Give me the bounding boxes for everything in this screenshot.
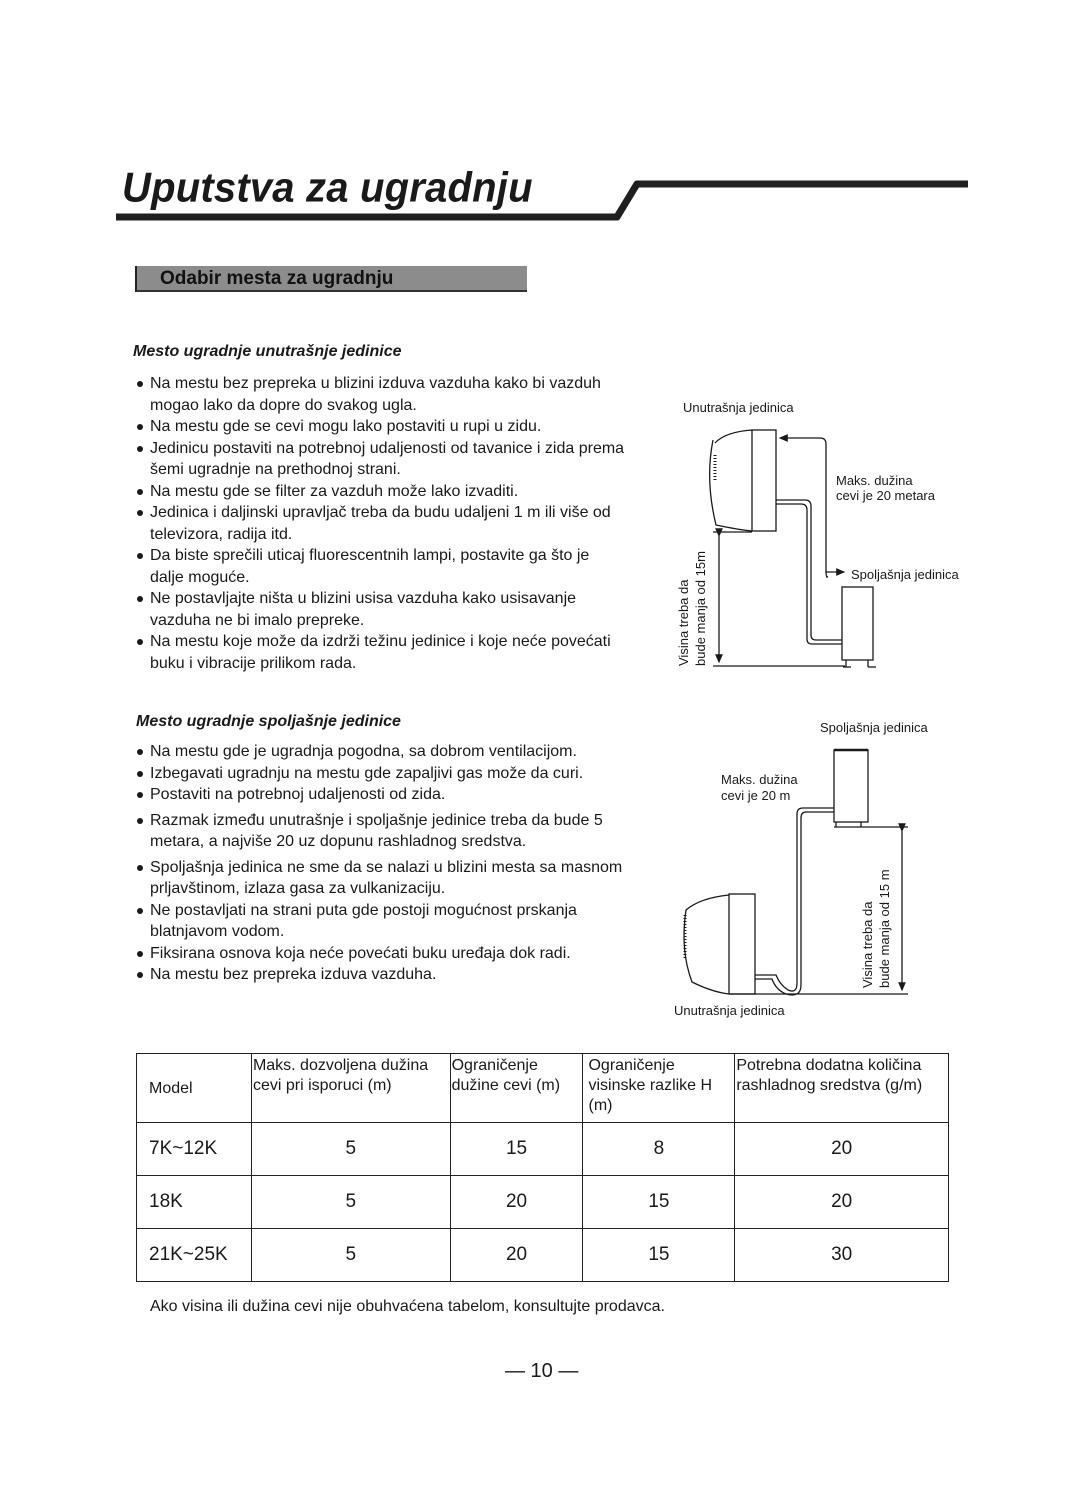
- indoor-bullet-list: [135, 373, 625, 674]
- pipe-spec-table: [136, 1053, 949, 1282]
- list-item: Na mestu bez prepreka izduva vazduha.: [135, 964, 625, 986]
- table-footnote: Ako visina ili dužina cevi nije obuhvaćena tabelom, konsultujte prodavca.: [150, 1298, 665, 1315]
- cell-max-delivery-length: 5: [251, 1229, 450, 1282]
- list-item: Na mestu koje može da izdrži težinu jedinice i koje neće povećati buku i vibracije prilikom rada.: [135, 631, 625, 674]
- section-heading-text: Odabir mesta za ugradnju: [160, 268, 394, 289]
- cell-max-delivery-length: 5: [251, 1176, 450, 1229]
- diagram2-pipe-label-line2: cevi je 20 m: [721, 788, 791, 803]
- cell-extra-refrigerant: 20: [735, 1123, 949, 1176]
- list-item: Jedinicu postaviti na potrebnoj udaljenosti od tavanice i zida prema šemi ugradnje na prethodnoj strani.: [135, 438, 625, 481]
- cell-max-delivery-length: 5: [251, 1123, 450, 1176]
- header-max-delivery-length: Maks. dozvoljena dužina cevi pri isporuci (m): [251, 1054, 450, 1123]
- cell-extra-refrigerant: 20: [735, 1176, 949, 1229]
- cell-height-diff-limit: 15: [583, 1176, 735, 1229]
- cell-pipe-length-limit: 20: [450, 1229, 583, 1282]
- diagram1-outdoor-label: Spoljašnja jedinica: [851, 567, 959, 582]
- table-row: [137, 1229, 949, 1282]
- diagram2-indoor-label: Unutrašnja jedinica: [674, 1003, 785, 1018]
- diagram1-height-label: [675, 551, 709, 666]
- diagram2-height-label-line2: bude manja od 15 m: [877, 869, 892, 988]
- list-item: Postaviti na potrebnoj udaljenosti od zida.: [135, 784, 625, 806]
- header-model: Model: [137, 1054, 252, 1123]
- outdoor-bullet-list: [135, 741, 625, 986]
- list-item: Spoljašnja jedinica ne sme da se nalazi u blizini mesta sa masnom prljavštinom, izlaza gasa za vulkanizaciju.: [135, 857, 625, 900]
- cell-model: 18K: [137, 1176, 252, 1229]
- section-heading: [135, 266, 527, 292]
- list-item: Izbegavati ugradnju na mestu gde zapaljivi gas može da curi.: [135, 763, 625, 785]
- list-item: Da biste sprečili uticaj fluorescentnih lampi, postavite ga što je dalje moguće.: [135, 545, 625, 588]
- table-row: [137, 1176, 949, 1229]
- list-item: Na mestu bez prepreka u blizini izduva vazduha kako bi vazduh mogao lako da dopre do svakog ugla.: [135, 373, 625, 416]
- header-extra-refrigerant: Potrebna dodatna količina rashladnog sredstva (g/m): [735, 1054, 949, 1123]
- list-item: Na mestu gde je ugradnja pogodna, sa dobrom ventilacijom.: [135, 741, 625, 763]
- cell-model: 21K~25K: [137, 1229, 252, 1282]
- outdoor-heading: Mesto ugradnje spoljašnje jedinice: [136, 713, 401, 730]
- indoor-heading: Mesto ugradnje unutrašnje jedinice: [133, 343, 402, 360]
- header-pipe-length-limit: Ograničenje dužine cevi (m): [450, 1054, 583, 1123]
- diagram1-pipe-label-line2: cevi je 20 metara: [836, 488, 935, 503]
- diagram2-pipe-label-line1: Maks. dužina: [721, 772, 798, 787]
- list-item: Fiksirana osnova koja neće povećati buku uređaja dok radi.: [135, 943, 625, 965]
- page-number: — 10 —: [505, 1360, 579, 1382]
- diagram-1: [710, 430, 876, 667]
- diagram1-pipe-label-line1: Maks. dužina: [836, 473, 913, 488]
- header-height-diff-limit: Ograničenje visinske razlike H (m): [583, 1054, 735, 1123]
- diagram2-height-label: [859, 869, 893, 988]
- cell-height-diff-limit: 15: [583, 1229, 735, 1282]
- table-row: [137, 1123, 949, 1176]
- page-title: Uputstva za ugradnju: [122, 164, 533, 212]
- list-item: Na mestu gde se cevi mogu lako postaviti u rupi u zidu.: [135, 416, 625, 438]
- list-item: Ne postavljati na strani puta gde postoji mogućnost prskanja blatnjavom vodom.: [135, 900, 625, 943]
- cell-height-diff-limit: 8: [583, 1123, 735, 1176]
- diagram2-outdoor-label: Spoljašnja jedinica: [820, 720, 928, 735]
- diagram1-height-label-line2: bude manja od 15m: [693, 551, 708, 666]
- cell-extra-refrigerant: 30: [735, 1229, 949, 1282]
- diagram1-height-label-line1: Visina treba da: [676, 579, 691, 666]
- diagram1-indoor-label: Unutrašnja jedinica: [683, 400, 794, 415]
- table-header-row: [137, 1054, 949, 1123]
- cell-model: 7K~12K: [137, 1123, 252, 1176]
- list-item: Ne postavljajte ništa u blizini usisa vazduha kako usisavanje vazduha ne bi imalo prepreke.: [135, 588, 625, 631]
- cell-pipe-length-limit: 20: [450, 1176, 583, 1229]
- list-item: Jedinica i daljinski upravljač treba da budu udaljeni 1 m ili više od televizora, radija itd.: [135, 502, 625, 545]
- cell-pipe-length-limit: 15: [450, 1123, 583, 1176]
- diagram2-height-label-line1: Visina treba da: [860, 901, 875, 988]
- list-item: Razmak između unutrašnje i spoljašnje jedinice treba da bude 5 metara, a najviše 20 uz dopunu rashladnog sredstva.: [135, 810, 625, 853]
- list-item: Na mestu gde se filter za vazduh može lako izvaditi.: [135, 481, 625, 503]
